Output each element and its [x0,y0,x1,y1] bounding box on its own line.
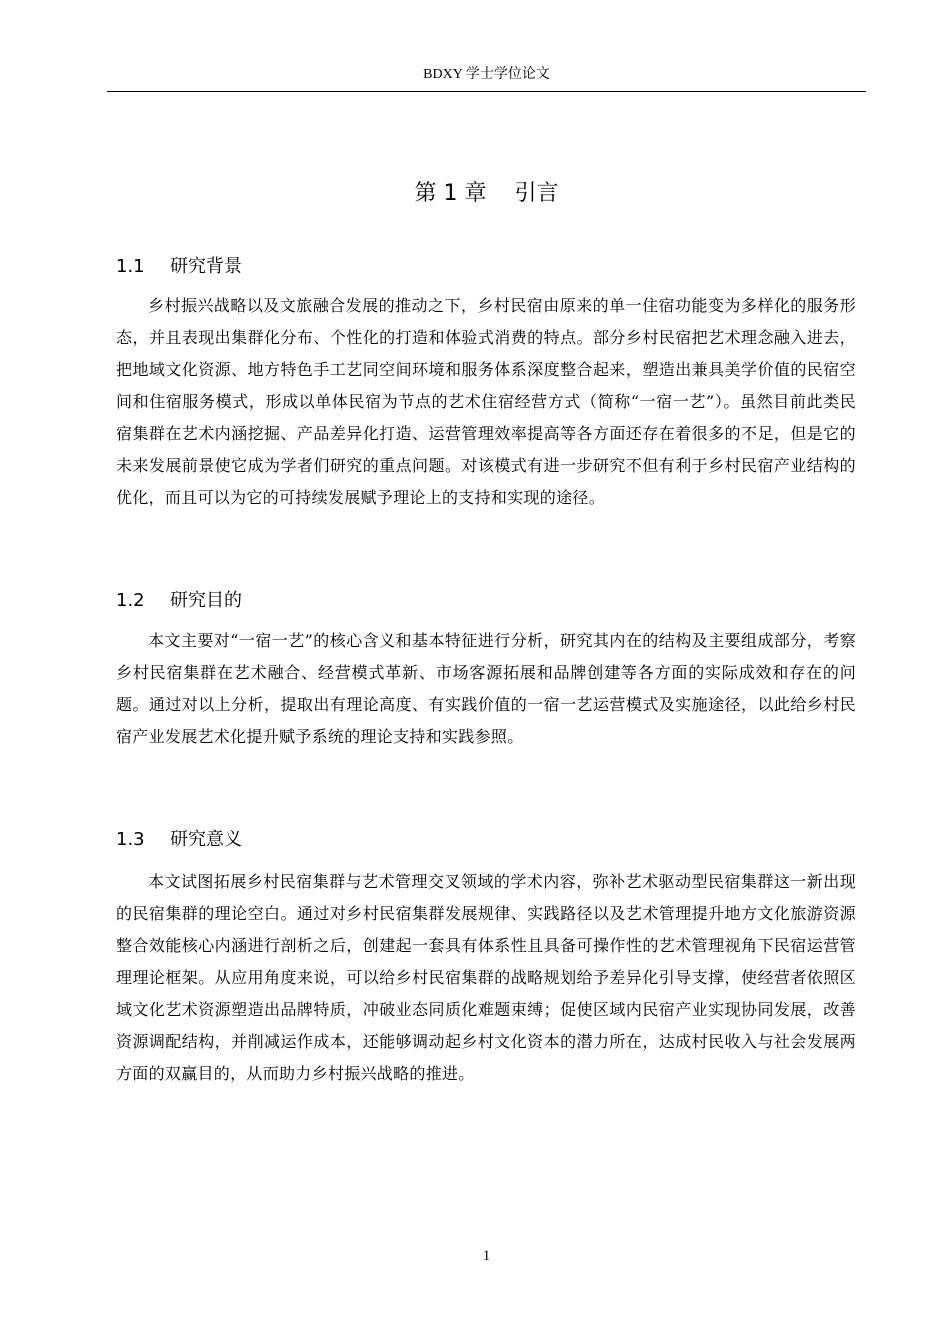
section-title: 研究背景 [170,256,242,277]
section-body-1-3: 本文试图拓展乡村民宿集群与艺术管理交叉领域的学术内容，弥补艺术驱动型民宿集群这一新出现的民宿集群的理论空白。通过对乡村民宿集群发展规律、实践路径以及艺术管理提升地方文化旅游资源整合效能核心内涵进行剖析之后，创建起一套具有体系性且具备可操作性的艺术管理视角下民宿运营管理理论框架。从应用角度来说，可以给乡村民宿集群的战略规划给予差异化引导支撑，使经营者依照区域文化艺术资源塑造出品牌特质，冲破业态同质化难题束缚；促使区域内民宿产业实现协同发展，改善资源调配结构，并削减运作成本，还能够调动起乡村文化资本的潜力所在，达成村民收入与社会发展两方面的双赢目的，从而助力乡村振兴战略的推进。 [116,872,856,1083]
chapter-title: 第 1 章 引言 [414,181,559,206]
section-heading-1-2 [116,588,242,614]
header-rule [107,91,866,92]
section-heading-1-3 [116,827,242,853]
running-header: BDXY 学士学位论文 [423,67,550,82]
section-title: 研究目的 [170,590,242,611]
section-heading-1-1 [116,254,242,280]
page-number: 1 [482,1248,491,1264]
section-body-1-2: 本文主要对“一宿一艺”的核心含义和基本特征进行分析，研究其内在的结构及主要组成部分，考察乡村民宿集群在艺术融合、经营模式革新、市场客源拓展和品牌创建等各方面的实际成效和存在的问题。通过对以上分析，提取出有理论高度、有实践价值的一宿一艺运营模式及实施途径，以此给乡村民宿产业发展艺术化提升赋予系统的理论支持和实践参照。 [116,631,856,746]
section-body-1-1: 乡村振兴战略以及文旅融合发展的推动之下，乡村民宿由原来的单一住宿功能变为多样化的服务形态，并且表现出集群化分布、个性化的打造和体验式消费的特点。部分乡村民宿把艺术理念融入进去，把地域文化资源、地方特色手工艺同空间环境和服务体系深度整合起来，塑造出兼具美学价值的民宿空间和住宿服务模式，形成以单体民宿为节点的艺术住宿经营方式（简称“一宿一艺”）。虽然目前此类民宿集群在艺术内涵挖掘、产品差异化打造、运营管理效率提高等各方面还存在着很多的不足，但是它的未来发展前景使它成为学者们研究的重点问题。对该模式有进一步研究不但有利于乡村民宿产业结构的优化，而且可以为它的可持续发展赋予理论上的支持和实现的途径。 [116,296,856,507]
section-title: 研究意义 [170,829,242,850]
section-number: 1.1 [116,256,145,277]
section-number: 1.3 [116,829,145,850]
section-number: 1.2 [116,590,145,611]
